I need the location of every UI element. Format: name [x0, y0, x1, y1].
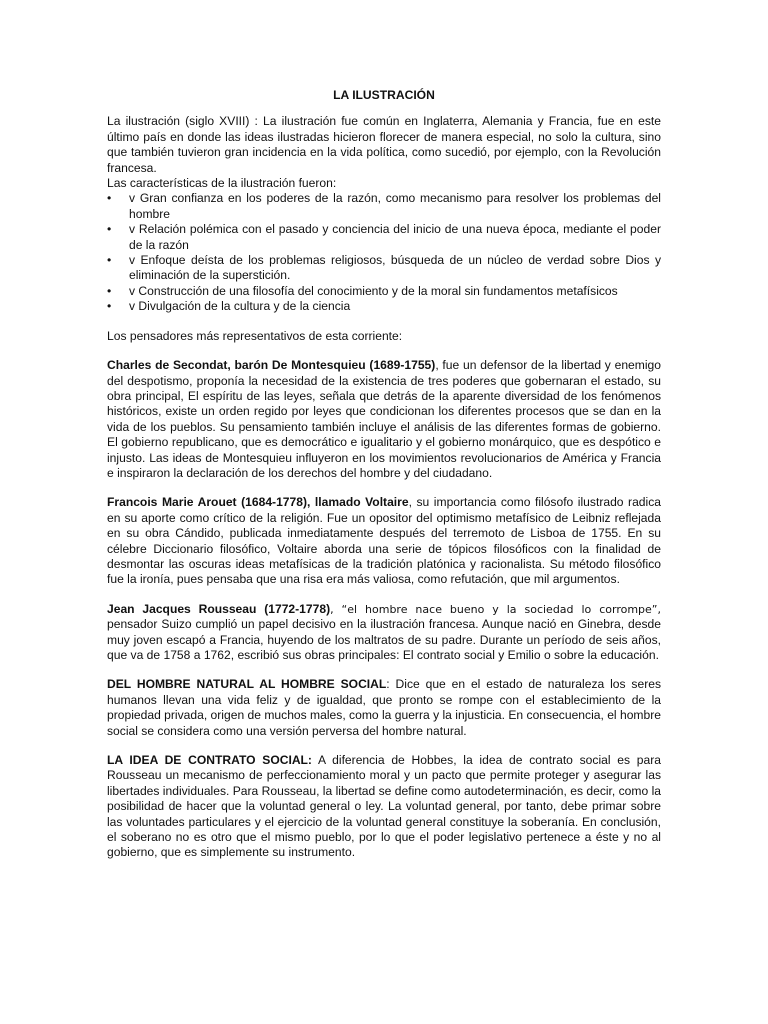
voltaire-text: , su importancia como filósofo ilustrado radica en su aporte como crítico de la religión. Fue un opositor del optimismo metafísico de Leibniz reflejada en su obra Cándido, publicada inmediatamente después del terremoto de Lisboa de 1755. En su célebre Diccionario filosófico, Voltaire aborda una serie de tópicos filosóficos con la finalidad de desmontar las oscuras ideas metafísicas de la tradición platónica y racionalista. Su método filosófico fue la ironía, pues pensaba que una risa era más valiosa, como refutación, que mil argumentos. — [107, 495, 661, 587]
contrato-heading: LA IDEA DE CONTRATO SOCIAL: — [107, 753, 312, 768]
rousseau-paragraph — [107, 602, 661, 664]
contrato-text: A diferencia de Hobbes, la idea de contrato social es para Rousseau un mecanismo de perfeccionamiento moral y un pacto que permite proteger y asegurar las libertades individuales. Para Rousseau, la libertad se define como autodeterminación, es decir, como la posibilidad de hacer que la voluntad general o ley. La voluntad general, por tanto, debe primar sobre las voluntades particulares y el ejercicio de la voluntad general constituye la soberanía. En conclusión, el soberano no es otro que el mismo pueblo, por lo que el poder legislativo pertenece a éste y no al gobierno, que es simplemente su instrumento. — [107, 753, 661, 860]
features-lead: Las características de la ilustración fueron: — [107, 176, 337, 191]
list-item — [107, 253, 661, 284]
list-item-text: v Relación polémica con el pasado y conciencia del inicio de una nueva época, mediante el poder de la razón — [129, 222, 661, 252]
features-list — [107, 191, 661, 314]
contrato-paragraph — [107, 753, 661, 861]
natural-social-text: : Dice que en el estado de naturaleza los seres humanos llevan una vida feliz y de igualdad, que pronto se rompe con el establecimiento de la propiedad privada, origen de muchos males, como la guerra y la injusticia. En consecuencia, el hombre social se considera como una versión perversa del hombre natural. — [107, 677, 661, 738]
list-item-text: v Enfoque deísta de los problemas religiosos, búsqueda de un núcleo de verdad sobre Dios y eliminación de la superstición. — [129, 253, 661, 283]
list-item — [107, 299, 661, 314]
bullet-icon: • — [107, 222, 112, 237]
rousseau-name: Jean Jacques Rousseau (1772-1778) — [107, 601, 331, 616]
montesquieu-text: , fue un defensor de la libertad y enemigo del despotismo, proponía la necesidad de la existencia de tres poderes que gobernaran el estado, su obra principal, El espíritu de las leyes, señala que detrás de la aparente diversidad de los fenómenos históricos, existe un orden regido por leyes que condicionan los diferentes procesos que se dan en la vida de los pueblos. Su pensamiento también incluye el análisis de las diferentes formas de gobierno. El gobierno republicano, que es democrático e igualitario y el gobierno monárquico, que es despótico e injusto. Las ideas de Montesquieu influyeron en los movimientos revolucionarios de América y Francia e inspiraron la declaración de los derechos del hombre y del ciudadano. — [107, 358, 661, 480]
list-item — [107, 222, 661, 253]
list-item-text: v Gran confianza en los poderes de la razón, como mecanismo para resolver los problemas del hombre — [129, 191, 661, 221]
page-title: LA ILUSTRACIÓN — [333, 88, 435, 102]
voltaire-name: Francois Marie Arouet (1684-1778), llamado Voltaire — [107, 495, 409, 510]
list-item-text: v Divulgación de la cultura y de la ciencia — [129, 299, 351, 314]
thinkers-lead: Los pensadores más representativos de esta corriente: — [107, 328, 403, 343]
bullet-icon: • — [107, 191, 112, 206]
rousseau-quote: , “el hombre nace bueno y la sociedad lo corrompe”, — [330, 602, 661, 616]
rousseau-text: pensador Suizo cumplió un papel decisivo en la ilustración francesa. Aunque nació en Ginebra, desde muy joven escapó a Francia, huyendo de los maltratos de su padre. Durante un período de seis años, que va de 1758 a 1762, escribió sus obras principales: El contrato social y Emilio o sobre la educación. — [107, 617, 661, 662]
montesquieu-name: Charles de Secondat, barón De Montesquieu (1689-1755) — [107, 358, 436, 373]
bullet-icon: • — [107, 283, 112, 298]
montesquieu-paragraph — [107, 358, 661, 481]
voltaire-paragraph — [107, 495, 661, 587]
bullet-icon: • — [107, 299, 112, 314]
list-item — [107, 191, 661, 222]
intro-paragraph: La ilustración (siglo XVIII) : La ilustración fue común en Inglaterra, Alemania y Francia, fue en este último país en donde las ideas ilustradas hicieron florecer de manera especial, no solo la cultura, sino que también tuvieron gran incidencia en la vida política, como sucedió, por ejemplo, con la Revolución francesa. — [107, 114, 661, 175]
natural-social-paragraph — [107, 677, 661, 739]
document-body — [107, 88, 661, 861]
list-item-text: v Construcción de una filosofía del conocimiento y de la moral sin fundamentos metafísicos — [129, 283, 618, 298]
natural-social-heading: DEL HOMBRE NATURAL AL HOMBRE SOCIAL — [107, 677, 387, 692]
bullet-icon: • — [107, 253, 112, 268]
list-item — [107, 284, 661, 299]
